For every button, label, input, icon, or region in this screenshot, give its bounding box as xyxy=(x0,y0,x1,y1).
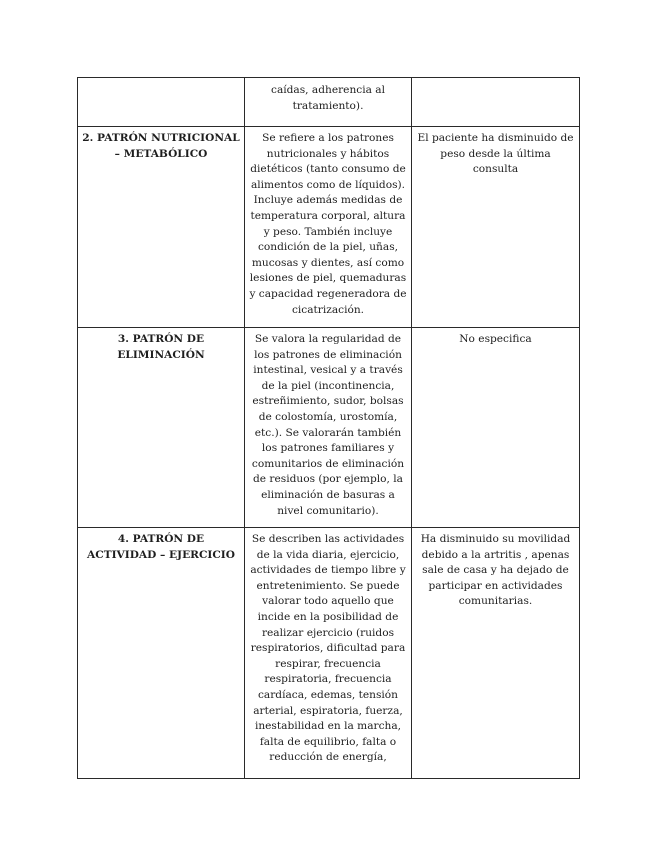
pattern-name-cell: 3. PATRÓN DE ELIMINACIÓN xyxy=(78,328,245,528)
patient-observation-cell: No especifica xyxy=(412,328,580,528)
table-row-nutricional xyxy=(78,127,580,328)
pattern-description-cell: Se describen las actividades de la vida diaria, ejercicio, actividades de tiempo libre y entretenimiento. Se puede valorar todo aquello que incide en la posibilidad de realizar ejercicio (ruidos respiratorios, dificultad para respirar, frecuencia respiratoria, frecuencia cardíaca, edemas, tensión arterial, espiratoria, fuerza, inestabilidad en la marcha, falta de equilibrio, falta o reducción de energía, xyxy=(245,528,412,779)
table-row-continuation xyxy=(78,78,580,127)
patient-observation-cell: El paciente ha disminuido de peso desde la última consulta xyxy=(412,127,580,328)
table-row-eliminacion xyxy=(78,328,580,528)
patient-observation-cell xyxy=(412,78,580,127)
pattern-name-cell: 2. PATRÓN NUTRICIONAL – METABÓLICO xyxy=(78,127,245,328)
pattern-description-cell: Se refiere a los patrones nutricionales y hábitos dietéticos (tanto consumo de alimentos como de líquidos). Incluye además medidas de temperatura corporal, altura y peso. También incluye condición de la piel, uñas, mucosas y dientes, así como lesiones de piel, quemaduras y capacidad regeneradora de cicatrización. xyxy=(245,127,412,328)
pattern-name-cell: 4. PATRÓN DE ACTIVIDAD – EJERCICIO xyxy=(78,528,245,779)
pattern-description-cell: caídas, adherencia al tratamiento). xyxy=(245,78,412,127)
functional-patterns-table xyxy=(77,77,580,779)
pattern-description-cell: Se valora la regularidad de los patrones de eliminación intestinal, vesical y a través de la piel (incontinencia, estreñimiento, sudor, bolsas de colostomía, urostomía, etc.). Se valorarán también los patrones familiares y comunitarios de eliminación de residuos (por ejemplo, la eliminación de basuras a nivel comunitario). xyxy=(245,328,412,528)
pattern-name-cell xyxy=(78,78,245,127)
table-row-actividad xyxy=(78,528,580,779)
patient-observation-cell: Ha disminuido su movilidad debido a la artritis , apenas sale de casa y ha dejado de participar en actividades comunitarias. xyxy=(412,528,580,779)
